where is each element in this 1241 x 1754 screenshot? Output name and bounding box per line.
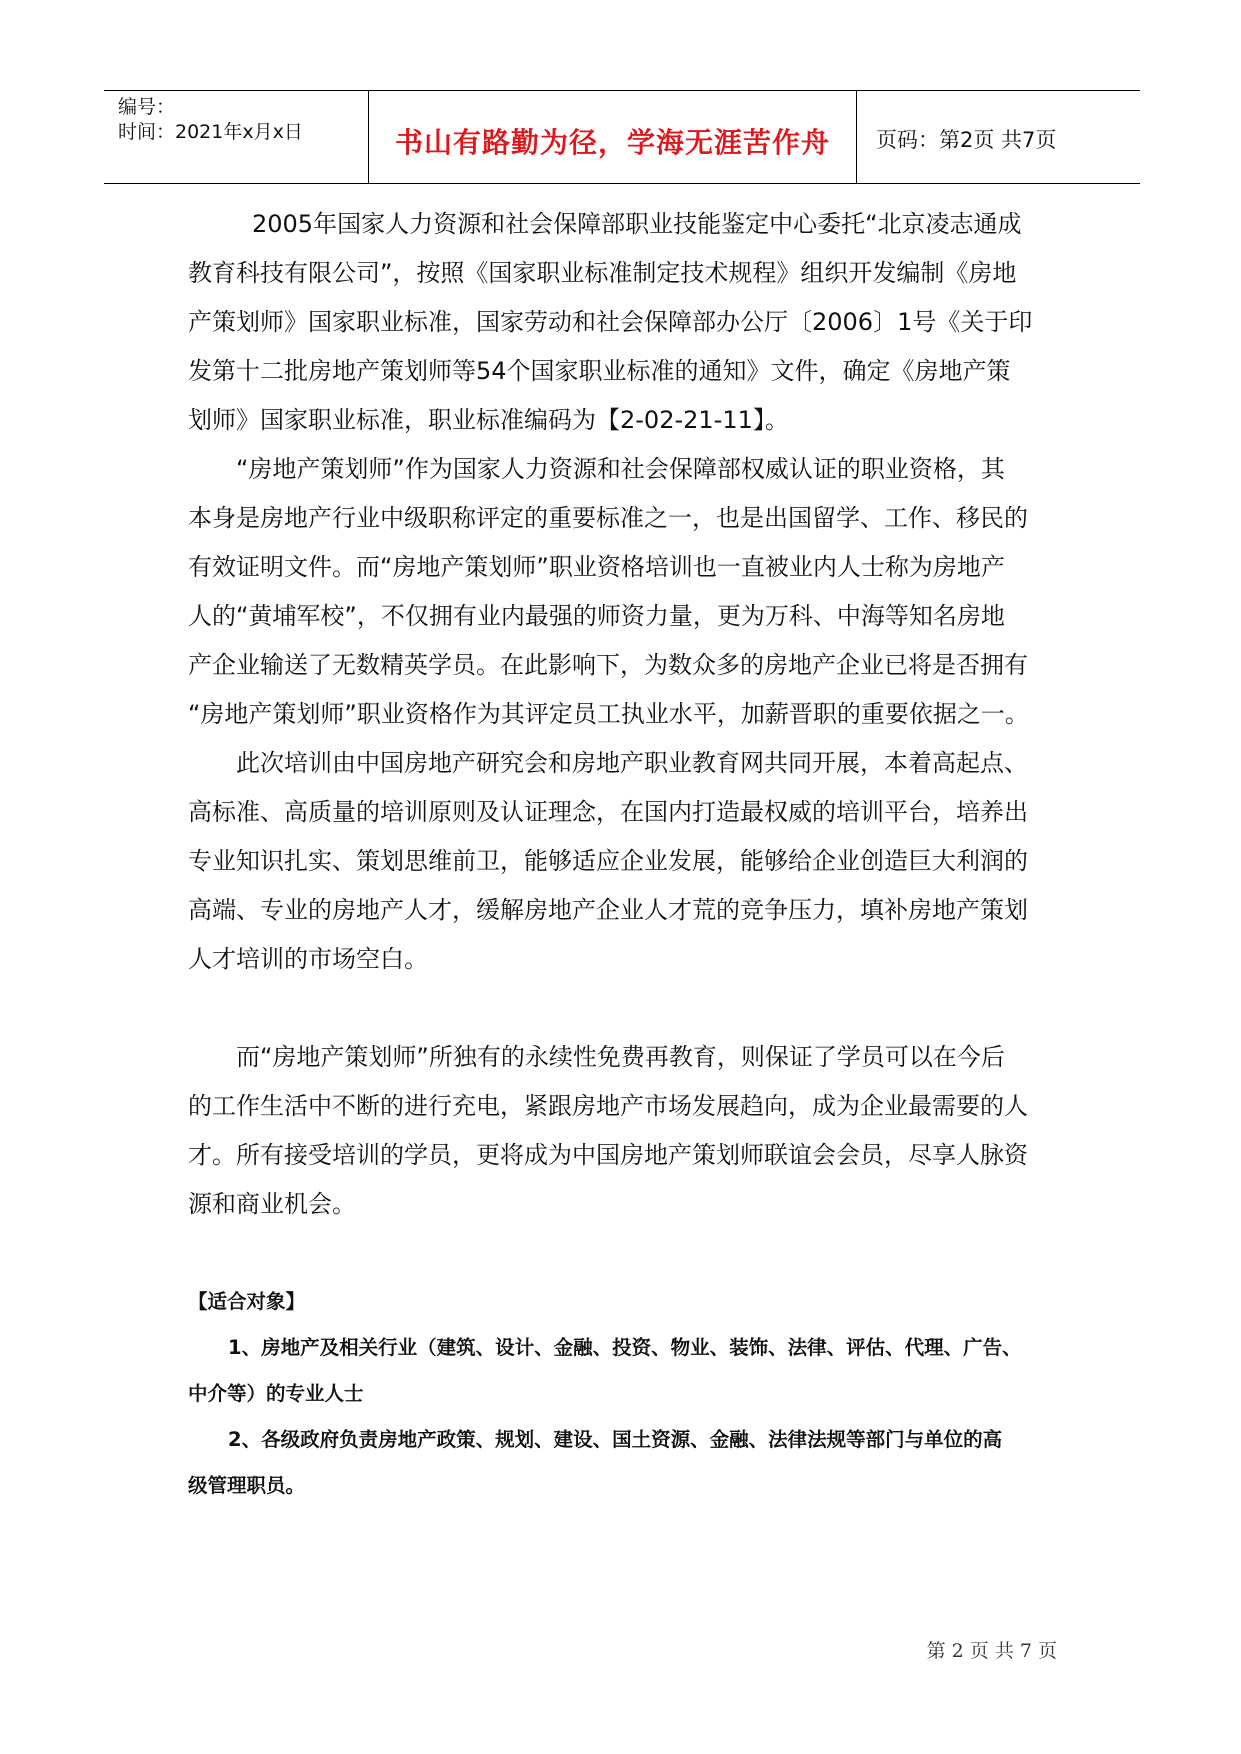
text-line: “房地产策划师”职业资格作为其评定员工执业水平，加薪晋职的重要依据之一。: [188, 700, 1029, 728]
text-line: 有效证明文件。而“房地产策划师”职业资格培训也一直被业内人士称为房地产: [188, 553, 1005, 581]
page-footer: 第 2 页 共 7 页: [926, 1640, 1057, 1662]
document-body: [188, 200, 1058, 1509]
text-line: 才。所有接受培训的学员，更将成为中国房地产策划师联谊会会员，尽享人脉资: [188, 1141, 1028, 1169]
text-line: 中介等）的专业人士: [188, 1382, 364, 1405]
document-header: [104, 90, 1140, 184]
text-line: 教育科技有限公司”，按照《国家职业标准制定技术规程》组织开发编制《房地: [188, 259, 1017, 287]
text-line: 高端、专业的房地产人才，缓解房地产企业人才荒的竞争压力，填补房地产策划: [188, 896, 1028, 924]
text-line: 的工作生活中不断的进行充电，紧跟房地产市场发展趋向，成为企业最需要的人: [188, 1092, 1028, 1120]
header-page-cell: [856, 91, 1140, 183]
text-line: 高标准、高质量的培训原则及认证理念，在国内打造最权威的培训平台，培养出: [188, 798, 1028, 826]
header-meta-cell: [104, 91, 368, 183]
paragraph-3: [188, 739, 1058, 984]
text-line: 人才培训的市场空白。: [188, 945, 428, 973]
text-line: 产策划师》国家职业标准，国家劳动和社会保障部办公厅〔2006〕1号《关于印: [188, 308, 1033, 336]
header-motto-cell: [368, 91, 857, 183]
text-line: 级管理职员。: [188, 1474, 306, 1497]
text-line: 此次培训由中国房地产研究会和房地产职业教育网共同开展，本着高起点、: [236, 749, 1028, 777]
text-line: 产企业输送了无数精英学员。在此影响下，为数众多的房地产企业已将是否拥有: [188, 651, 1028, 679]
text-line: 人的“黄埔军校”，不仅拥有业内最强的师资力量，更为万科、中海等知名房地: [188, 602, 1005, 630]
motto: 书山有路勤为径，学海无涯苦作舟: [394, 126, 830, 159]
text-line: 源和商业机会。: [188, 1190, 356, 1218]
text-line: 本身是房地产行业中级职称评定的重要标准之一，也是出国留学、工作、移民的: [188, 504, 1028, 532]
paragraph-1: [188, 200, 1058, 445]
text-line: 2005年国家人力资源和社会保障部职业技能鉴定中心委托“北京凌志通成: [228, 210, 1022, 238]
text-line: 1、房地产及相关行业（建筑、设计、金融、投资、物业、装饰、法律、评估、代理、广告、: [228, 1336, 1022, 1359]
paragraph-4: [188, 1033, 1058, 1229]
section-item-2: [188, 1417, 1058, 1509]
section-item-1: [188, 1325, 1058, 1417]
text-line: 划师》国家职业标准，职业标准编码为【2-02-21-11】。: [188, 406, 789, 434]
paragraph-2: [188, 445, 1058, 739]
text-line: 2、各级政府负责房地产政策、规划、建设、国土资源、金融、法律法规等部门与单位的高: [228, 1428, 1003, 1451]
text-line: 专业知识扎实、策划思维前卫，能够适应企业发展，能够给企业创造巨大利润的: [188, 847, 1028, 875]
time-label: 时间：2021年x月x日: [118, 121, 303, 143]
text-line: 发第十二批房地产策划师等54个国家职业标准的通知》文件，确定《房地产策: [188, 357, 1011, 385]
section-title: 【适合对象】: [188, 1290, 306, 1313]
text-line: 而“房地产策划师”所独有的永续性免费再教育，则保证了学员可以在今后: [236, 1043, 1005, 1071]
number-label: 编号：: [118, 96, 176, 118]
text-line: “房地产策划师”作为国家人力资源和社会保障部权威认证的职业资格，其: [236, 455, 1005, 483]
page-label: 页码：第2页 共7页: [876, 128, 1057, 152]
